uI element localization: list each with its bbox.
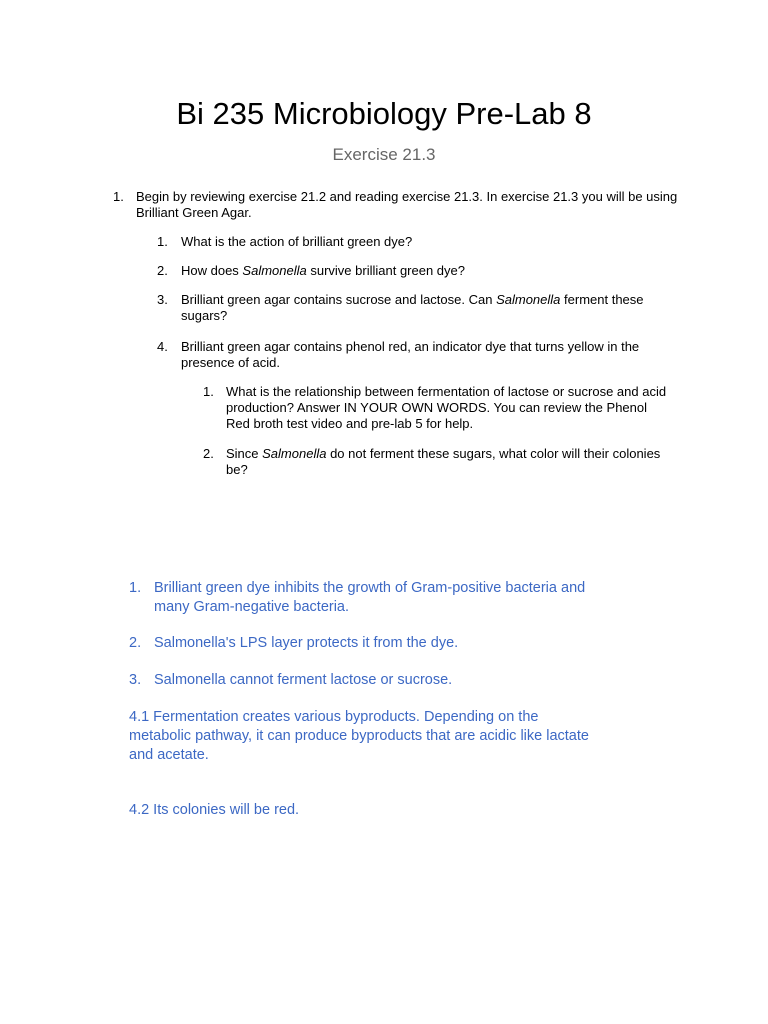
question-text: What is the relationship between fermentation of lactose or sucrose and acid production? Answer IN YOUR OWN WORDS. You can review the Phenol Red broth test video and pre-lab 5 for help. [226, 384, 667, 431]
answer-text: Salmonella's LPS layer protects it from the dye. [154, 635, 459, 651]
question-number: 3. [157, 292, 168, 307]
answer-number: 2. [129, 635, 142, 651]
sub-sub-question-1 [203, 384, 673, 432]
text-segment: ferment these sugars? [181, 292, 644, 323]
question-text [181, 263, 677, 279]
page-title: Bi 235 Microbiology Pre-Lab 8 [176, 96, 592, 131]
sub-question-3 [157, 292, 677, 324]
page-subtitle: Exercise 21.3 [332, 145, 436, 164]
answer-text: Salmonella cannot ferment lactose or sucrose. [154, 672, 453, 688]
answer-number: 1. [129, 580, 142, 596]
answer-1 [129, 579, 599, 617]
question-text [226, 446, 673, 478]
text-segment: survive brilliant green dye? [306, 263, 465, 278]
question-number: 4. [157, 339, 168, 354]
italic-term: Salmonella [496, 292, 561, 307]
sub-question-2 [157, 263, 677, 279]
question-number: 1. [203, 384, 214, 399]
text-segment: How does [181, 263, 243, 278]
italic-term: Salmonella [242, 263, 307, 278]
sub-question-1 [157, 234, 677, 250]
text-segment: Since [226, 446, 263, 461]
question-text: What is the action of brilliant green dye? [181, 234, 413, 249]
answer-text: Brilliant green dye inhibits the growth of Gram-positive bacteria and many Gram-negative bacteria. [154, 580, 586, 615]
answer-number: 3. [129, 672, 142, 688]
question-text [181, 292, 677, 324]
answer-2 [129, 634, 599, 653]
question-text: Begin by reviewing exercise 21.2 and reading exercise 21.3. In exercise 21.3 you will be using Brilliant Green Agar. [136, 189, 678, 220]
answer-4-2 [129, 801, 589, 820]
question-number: 1. [113, 189, 124, 204]
question-number: 2. [157, 263, 168, 278]
question-text: Brilliant green agar contains phenol red, an indicator dye that turns yellow in the presence of acid. [181, 339, 640, 370]
answer-text: 4.1 Fermentation creates various byproducts. Depending on the metabolic pathway, it can produce byproducts that are acidic like lactate and acetate. [129, 709, 589, 763]
text-segment: do not ferment these sugars, what color will their colonies be? [226, 446, 661, 477]
question-number: 2. [203, 446, 214, 461]
question-number: 1. [157, 234, 168, 249]
sub-question-4 [157, 339, 677, 371]
answer-text: 4.2 Its colonies will be red. [129, 802, 300, 818]
answer-4-1 [129, 708, 589, 765]
sub-sub-question-2 [203, 446, 673, 478]
italic-term: Salmonella [262, 446, 327, 461]
answer-3 [129, 671, 599, 690]
question-1 [113, 189, 683, 221]
text-segment: Brilliant green agar contains sucrose and lactose. Can [181, 292, 497, 307]
